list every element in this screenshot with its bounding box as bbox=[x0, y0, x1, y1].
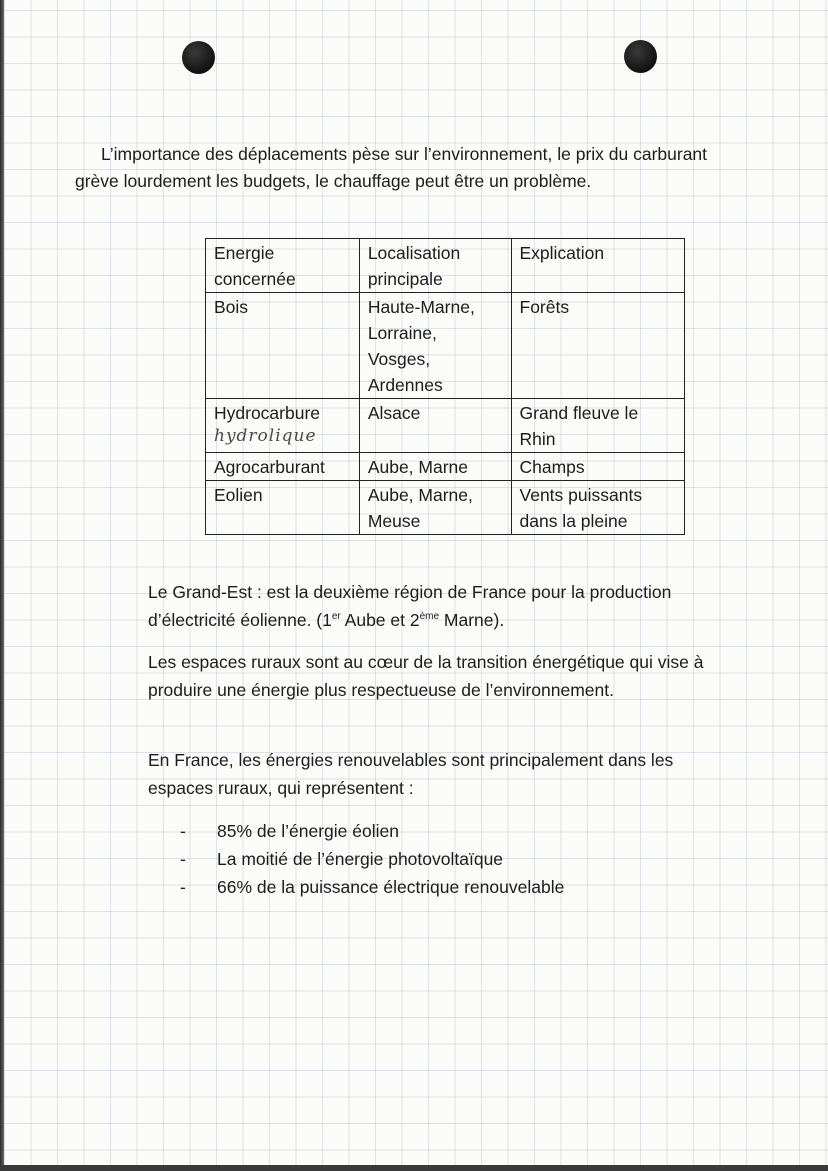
list-dash: - bbox=[180, 877, 186, 897]
punch-hole-right bbox=[624, 40, 657, 73]
cell-explication: Forêts bbox=[511, 293, 685, 399]
cell-explication: Vents puissants dans la pleine bbox=[511, 481, 685, 535]
cell-energie bbox=[206, 399, 360, 453]
list-item bbox=[180, 845, 564, 873]
cell-energie: Bois bbox=[206, 293, 360, 399]
cell-explication: Champs bbox=[511, 453, 685, 481]
cell-explication: Grand fleuve le Rhin bbox=[511, 399, 685, 453]
punch-hole-left bbox=[182, 41, 215, 74]
grand-est-end: Marne). bbox=[439, 610, 505, 630]
cell-localisation: Alsace bbox=[359, 399, 511, 453]
table-row bbox=[206, 399, 685, 453]
cell-localisation: Aube, Marne, Meuse bbox=[359, 481, 511, 535]
cell-energie: Eolien bbox=[206, 481, 360, 535]
grand-est-text: Le Grand-Est : est la deuxième région de France pour la production d’électricité éolienne. (1 bbox=[148, 582, 672, 630]
grand-est-paragraph bbox=[148, 578, 708, 634]
table-row bbox=[206, 481, 685, 535]
handwritten-annotation: hydrolique bbox=[214, 426, 317, 446]
list-item-text: 66% de la puissance électrique renouvelable bbox=[217, 877, 565, 897]
table-row bbox=[206, 453, 685, 481]
list-dash: - bbox=[180, 849, 186, 869]
superscript-eme: ème bbox=[419, 611, 440, 623]
table-header-row bbox=[206, 239, 685, 293]
list-item bbox=[180, 873, 564, 901]
header-energie: Energie concernée bbox=[206, 239, 360, 293]
energy-table bbox=[205, 238, 685, 535]
stats-list bbox=[180, 817, 564, 901]
list-item-text: La moitié de l’énergie photovoltaïque bbox=[217, 849, 504, 869]
grand-est-mid: Aube et 2 bbox=[340, 610, 420, 630]
superscript-er: er bbox=[331, 611, 341, 623]
list-dash: - bbox=[180, 821, 186, 841]
cell-energie-text: Hydrocarbure bbox=[214, 403, 321, 423]
intro-paragraph bbox=[75, 141, 715, 195]
cell-energie: Agrocarburant bbox=[206, 453, 360, 481]
en-france-paragraph: En France, les énergies renouvelables sont principalement dans les espaces ruraux, qui représentent : bbox=[148, 750, 674, 798]
list-item-text: 85% de l’énergie éolien bbox=[217, 821, 399, 841]
page-edge-bottom bbox=[0, 1165, 828, 1171]
table-row bbox=[206, 293, 685, 399]
page-edge-left bbox=[0, 0, 4, 1171]
cell-localisation: Haute-Marne, Lorraine, Vosges, Ardennes bbox=[359, 293, 511, 399]
list-item bbox=[180, 817, 564, 845]
header-localisation: Localisation principale bbox=[359, 239, 511, 293]
header-explication: Explication bbox=[511, 239, 685, 293]
espaces-ruraux-paragraph: Les espaces ruraux sont au cœur de la transition énergétique qui vise à produire une énergie plus respectueuse de l’environnement. bbox=[148, 652, 704, 700]
intro-text: L’importance des déplacements pèse sur l’environnement, le prix du carburant grève lourdement les budgets, le chauffage peut être un problème. bbox=[75, 144, 708, 191]
cell-localisation: Aube, Marne bbox=[359, 453, 511, 481]
